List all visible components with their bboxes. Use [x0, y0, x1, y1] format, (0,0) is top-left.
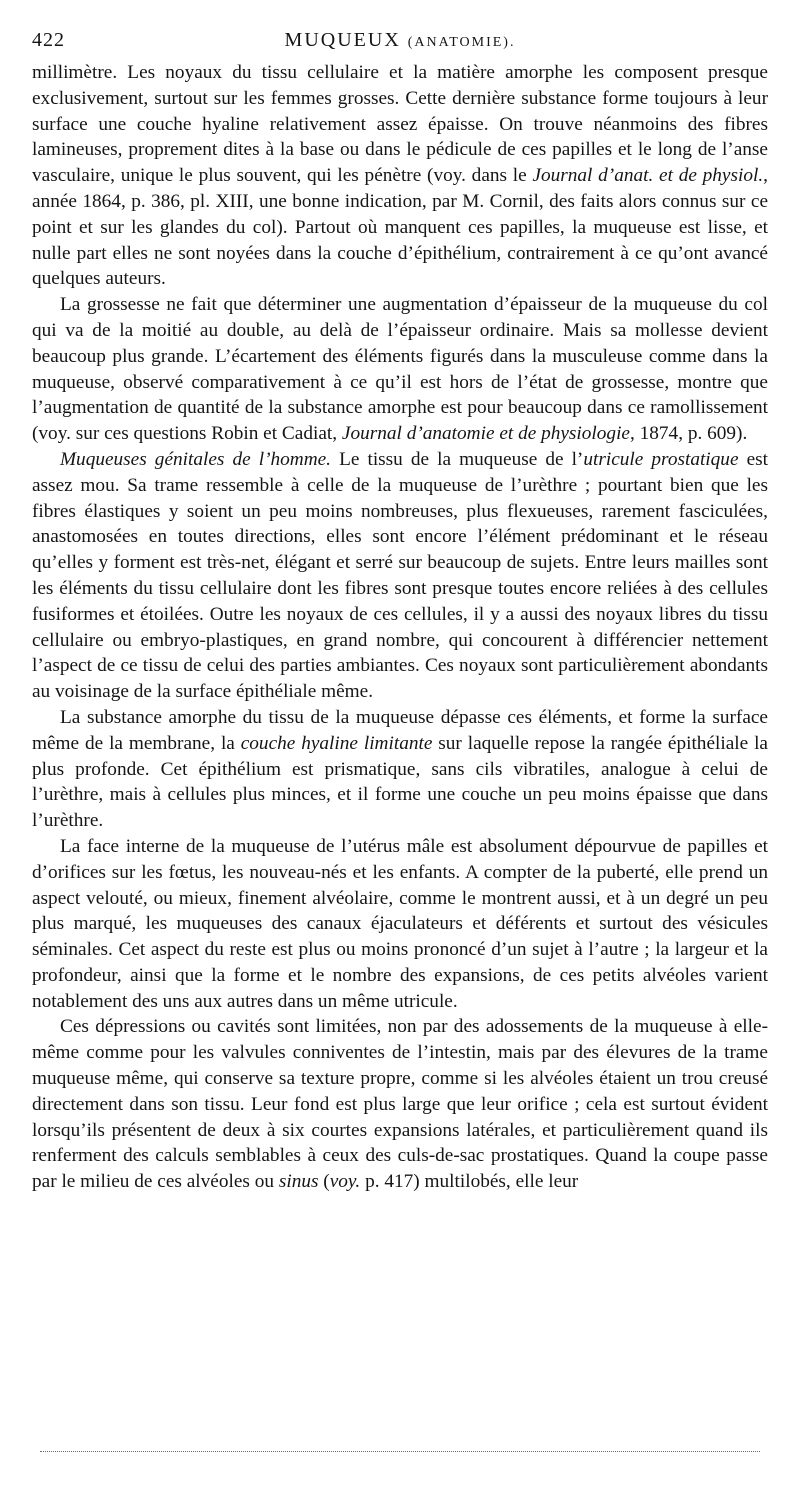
running-title [32, 26, 768, 57]
term: sinus [278, 1171, 319, 1193]
running-title-sub: (ANATOMIE). [407, 35, 516, 50]
running-header [32, 26, 768, 60]
page [32, 26, 768, 1195]
running-title-main: MUQUEUX [284, 29, 401, 51]
paragraph: millimètre. Les noyaux du tissu cellulaire et la matière amorphe les composent presque exclusivement, surtout sur les femmes grosses. Cette dernière substance forme toujours à leur surface une couche hyaline relativement assez épaisse. On trouve néanmoins des fibres lamineuses, proprement dites à la base ou dans le pédicule de ces papilles et le long de l’anse vasculaire, unique le plus souvent, qui les pénètre (voy. dans le Journal d’anat. et de physiol., année 1864, p. 386, pl. XIII, une bonne indication, par M. Cornil, des faits alors connus sur ce point et sur les glandes du col). Partout où manquent ces papilles, la muqueuse est lisse, et nulle part elles ne sont noyées dans la couche d’épithélium, contrairement à ce qu’ont avancé quelques auteurs. [32, 62, 768, 290]
footer-dotted-rule [40, 1451, 760, 1452]
paragraph: La substance amorphe du tissu de la muqueuse dépasse ces éléments, et forme la surface même de la membrane, la couche hyaline limitante sur laquelle repose la rangée épithéliale la plus profonde. Cet épithélium est prismatique, sans cils vibratiles, analogue à celui de l’urèthre, mais à cellules plus minces, et il forme une couche un peu moins épaisse que dans l’urèthre. [32, 706, 768, 832]
paragraph: La grossesse ne fait que déterminer une augmentation d’épaisseur de la muqueuse du col qui va de la moitié au double, au delà de l’épaisseur ordinaire. Mais sa mollesse devient beaucoup plus grande. L’écartement des éléments figurés dans la musculeuse comme dans la muqueuse, observé comparativement à ce qu’il est hors de l’état de grossesse, montre que l’augmentation de quantité de la substance amorphe est pour beaucoup dans ce ramollissement (voy. sur ces questions Robin et Cadiat, Journal d’anatomie et de physiologie, 1874, p. 609). [32, 294, 768, 445]
body-text [32, 60, 768, 1195]
term: utricule prostatique [583, 448, 739, 470]
reference-abbrev: voy. [329, 1171, 361, 1193]
paragraph: Ces dépressions ou cavités sont limitées, non par des adossements de la muqueuse à elle-même comme pour les valvules conniventes de l’intestin, mais par des élevures de la trame muqueuse même, qui conserve sa texture propre, comme si les alvéoles étaient un trou creusé directement dans son tissu. Leur fond est plus large que leur orifice ; cela est surtout évident lorsqu’ils présentent de deux à six courtes expansions latérales, et particulièrement quand ils renferment des calculs semblables à ceux des culs-de-sac prostatiques. Quand la coupe passe par le milieu de ces alvéoles ou sinus (voy. p. 417) multilobés, elle leur [32, 1016, 768, 1193]
term: couche hyaline limitante [240, 732, 433, 754]
section-heading: Muqueuses génitales de l’homme. [60, 448, 332, 470]
journal-citation: Journal d’anatomie et de physiologie [341, 423, 630, 445]
journal-citation: Journal d’anat. et de physiol. [532, 165, 764, 187]
paragraph: La face interne de la muqueuse de l’utérus mâle est absolument dépourvue de papilles et d’orifices sur les fœtus, les nouveau-nés et les enfants. A compter de la puberté, elle prend un aspect velouté, ou mieux, finement alvéolaire, comme le montrent aussi, et à un degré un peu plus marqué, les muqueuses des canaux éjaculateurs et déférents et surtout des vésicules séminales. Cet aspect du reste est plus ou moins prononcé d’un sujet à l’autre ; la largeur et la profondeur, ainsi que la forme et le nombre des expansions, de ces petits alvéoles varient notablement des uns aux autres dans un même utricule. [32, 835, 768, 1012]
page-number: 422 [32, 29, 65, 51]
paragraph: Muqueuses génitales de l’homme. Le tissu de la muqueuse de l’utricule prostatique est assez mou. Sa trame ressemble à celle de la muqueuse de l’urèthre ; pourtant bien que les fibres élastiques y soient un peu moins nombreuses, plus flexueuses, rarement fasciculées, anastomosées en toutes directions, elles sont encore l’élément prédominant et le réseau qu’elles y forment est très-net, élégant et serré sur beaucoup de sujets. Entre leurs mailles sont les éléments du tissu cellulaire dont les fibres sont presque toutes encore reliées à des cellules fusiformes et étoilées. Outre les noyaux de ces cellules, il y a aussi des noyaux libres du tissu cellulaire ou embryo-plastiques, en grand nombre, qui concourent à différencier nettement l’aspect de ce tissu de celui des parties ambiantes. Ces noyaux sont particulièrement abondants au voisinage de la surface épithéliale même. [32, 448, 768, 703]
